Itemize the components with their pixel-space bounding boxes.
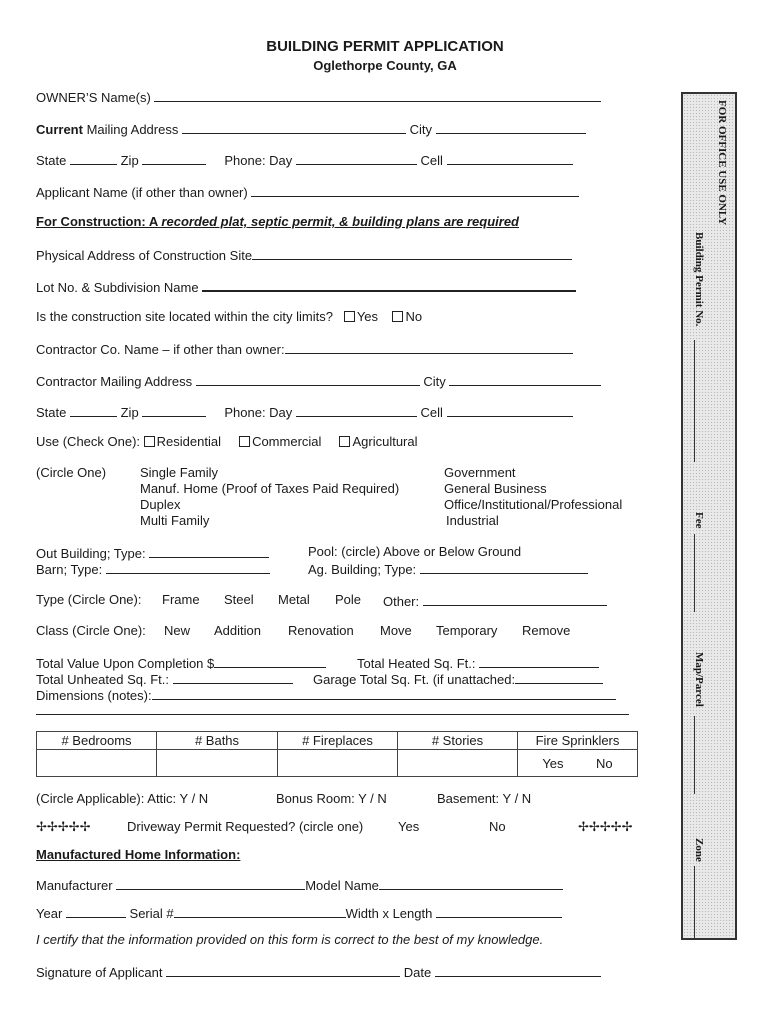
- use-commercial-label: Commercial: [252, 434, 322, 449]
- class-option-temporary[interactable]: Temporary: [436, 623, 498, 638]
- barn-row: [36, 560, 270, 578]
- contractor-name-label: Contractor Co. Name – if other than owner:: [36, 342, 285, 357]
- attic-option[interactable]: (Circle Applicable): Attic: Y / N: [36, 791, 209, 806]
- class-option-new[interactable]: New: [164, 623, 191, 638]
- manufactured-heading: Manufactured Home Information:: [36, 847, 241, 862]
- lot-field[interactable]: [202, 277, 576, 292]
- unheated-field[interactable]: [173, 670, 293, 684]
- fee-label: Fee: [693, 512, 705, 529]
- circle-option-industrial[interactable]: Industrial: [446, 513, 499, 528]
- type-option-other[interactable]: Other:: [383, 594, 420, 609]
- barn-field[interactable]: [106, 560, 270, 574]
- form-subtitle: Oglethorpe County, GA: [313, 58, 457, 73]
- contractor-name-row: [36, 340, 573, 358]
- barn-label: Barn; Type:: [36, 562, 103, 577]
- driveway-deco-right: ✢✢✢✢✢: [578, 819, 633, 834]
- date-label: Date: [403, 965, 432, 980]
- type-other-field[interactable]: [423, 592, 607, 606]
- manufacturer-row: [36, 876, 563, 894]
- site-address-label: Physical Address of Construction Site: [36, 248, 253, 263]
- garage-field[interactable]: [515, 670, 603, 684]
- dimensions-label: Dimensions (notes):: [36, 688, 152, 703]
- type-option-pole[interactable]: Pole: [335, 592, 362, 607]
- circle-option-manuf-home[interactable]: Manuf. Home (Proof of Taxes Paid Required): [140, 481, 400, 496]
- construction-heading-italic: recorded plat, septic permit, & building plans are required: [161, 214, 519, 229]
- pool-label[interactable]: Pool: (circle) Above or Below Ground: [308, 544, 522, 559]
- signature-label: Signature of Applicant: [36, 965, 163, 980]
- model-field[interactable]: [379, 876, 563, 890]
- width-length-field[interactable]: [436, 904, 562, 918]
- out-building-label: Out Building; Type:: [36, 546, 146, 561]
- driveway-label: Driveway Permit Requested? (circle one): [127, 819, 364, 834]
- fireplaces-cell[interactable]: [278, 750, 398, 777]
- bedrooms-cell[interactable]: [37, 750, 157, 777]
- model-label: Model Name: [305, 878, 379, 893]
- contractor-address-row: [36, 372, 601, 390]
- use-residential-checkbox[interactable]: [144, 436, 155, 447]
- fee-field[interactable]: [694, 534, 695, 612]
- city-limits-row: [36, 309, 422, 325]
- bonus-room-option[interactable]: Bonus Room: Y / N: [276, 791, 387, 806]
- heated-field[interactable]: [479, 654, 599, 668]
- applicant-field[interactable]: [251, 183, 579, 197]
- contractor-cell-field[interactable]: [447, 403, 573, 417]
- contractor-name-field[interactable]: [285, 340, 573, 354]
- year-row: [36, 904, 562, 922]
- city-limits-yes-checkbox[interactable]: [344, 311, 355, 322]
- serial-label: Serial #: [129, 906, 174, 921]
- sprinkler-no[interactable]: No: [596, 755, 613, 771]
- sprinkler-yes[interactable]: Yes: [542, 755, 564, 771]
- contractor-address-label: Contractor Mailing Address: [36, 374, 193, 389]
- zip-field[interactable]: [142, 151, 206, 165]
- contractor-state-label: State: [36, 405, 67, 420]
- construction-heading: [36, 214, 519, 230]
- circle-option-duplex[interactable]: Duplex: [140, 497, 181, 512]
- phone-field[interactable]: [296, 151, 417, 165]
- mailing-address-field[interactable]: [182, 120, 406, 134]
- contractor-phone-field[interactable]: [296, 403, 417, 417]
- use-agricultural-label: Agricultural: [352, 434, 418, 449]
- fireplaces-header: # Fireplaces: [278, 732, 398, 750]
- signature-field[interactable]: [166, 963, 400, 977]
- use-commercial-checkbox[interactable]: [239, 436, 250, 447]
- certification-text: I certify that the information provided on this form is correct to the best of my knowledge.: [36, 932, 544, 947]
- contact-row-2: [36, 403, 573, 421]
- stories-header: # Stories: [398, 732, 518, 750]
- baths-header: # Baths: [157, 732, 278, 750]
- circle-one-label: (Circle One): [36, 465, 107, 480]
- contractor-city-label: City: [423, 374, 446, 389]
- contractor-state-field[interactable]: [70, 403, 117, 417]
- total-value-field[interactable]: [214, 654, 326, 668]
- map-parcel-field[interactable]: [694, 716, 695, 794]
- driveway-deco-left: ✢✢✢✢✢: [36, 819, 91, 834]
- mailing-city-label: City: [409, 122, 432, 137]
- contractor-city-field[interactable]: [449, 372, 601, 386]
- lot-label: Lot No. & Subdivision Name: [36, 280, 199, 295]
- state-field[interactable]: [70, 151, 117, 165]
- stories-cell[interactable]: [398, 750, 518, 777]
- contractor-phone-label: Phone: Day: [224, 405, 293, 420]
- applicant-label: Applicant Name (if other than owner): [36, 185, 248, 200]
- type-option-steel[interactable]: Steel: [224, 592, 254, 607]
- circle-option-office[interactable]: Office/Institutional/Professional: [444, 497, 623, 512]
- manufacturer-label: Manufacturer: [36, 878, 113, 893]
- type-other-row: [383, 592, 607, 610]
- contractor-address-field[interactable]: [196, 372, 420, 386]
- unheated-label: Total Unheated Sq. Ft.:: [36, 672, 169, 687]
- permit-number-label: Building Permit No.: [693, 232, 705, 327]
- ag-building-label: Ag. Building; Type:: [308, 562, 417, 577]
- applicant-row: [36, 183, 579, 201]
- date-field[interactable]: [435, 963, 601, 977]
- zone-label: Zone: [693, 838, 705, 862]
- mailing-address-label: Mailing Address: [86, 122, 179, 137]
- city-limits-question: Is the construction site located within the city limits?: [36, 309, 333, 324]
- phone-label: Phone: Day: [224, 153, 293, 168]
- out-building-field[interactable]: [149, 544, 269, 558]
- baths-cell[interactable]: [157, 750, 278, 777]
- construction-heading-text: For Construction: A: [36, 214, 162, 229]
- width-length-label: Width x Length: [345, 906, 433, 921]
- dimensions-field[interactable]: [152, 686, 616, 700]
- heated-label: Total Heated Sq. Ft.:: [357, 656, 476, 671]
- sprinklers-header: Fire Sprinklers: [518, 732, 638, 750]
- office-use-panel: [681, 92, 737, 940]
- bedrooms-header: # Bedrooms: [37, 732, 157, 750]
- lot-row: [36, 277, 576, 296]
- garage-label: Garage Total Sq. Ft. (if unattached:: [313, 672, 516, 687]
- serial-field[interactable]: [174, 904, 346, 918]
- ag-building-row: [308, 560, 588, 578]
- office-use-title: FOR OFFICE USE ONLY: [716, 100, 728, 226]
- mailing-row: [36, 120, 586, 138]
- circle-option-general-business[interactable]: General Business: [444, 481, 547, 496]
- circle-option-government[interactable]: Government: [444, 465, 516, 480]
- contractor-cell-label: Cell: [420, 405, 443, 420]
- year-field[interactable]: [66, 904, 126, 918]
- ag-building-field[interactable]: [420, 560, 588, 574]
- use-label: Use (Check One):: [36, 434, 141, 449]
- city-limits-no-checkbox[interactable]: [392, 311, 403, 322]
- mailing-city-field[interactable]: [436, 120, 586, 134]
- driveway-yes[interactable]: Yes: [398, 819, 420, 834]
- class-option-move[interactable]: Move: [380, 623, 412, 638]
- contact-row-1: [36, 151, 573, 169]
- state-label: State: [36, 153, 67, 168]
- contractor-zip-field[interactable]: [142, 403, 206, 417]
- circle-option-multi-family[interactable]: Multi Family: [140, 513, 210, 528]
- map-parcel-label: Map/Parcel: [693, 652, 705, 707]
- driveway-no[interactable]: No: [489, 819, 506, 834]
- cell-field[interactable]: [447, 151, 573, 165]
- type-option-frame[interactable]: Frame: [162, 592, 200, 607]
- total-value-label: Total Value Upon Completion $: [36, 656, 215, 671]
- rooms-table: [36, 731, 638, 777]
- contractor-zip-label: Zip: [120, 405, 139, 420]
- owner-names-row: [36, 88, 601, 106]
- signature-row: [36, 963, 601, 981]
- use-agricultural-checkbox[interactable]: [339, 436, 350, 447]
- city-limits-yes-label: Yes: [356, 309, 379, 324]
- class-option-addition[interactable]: Addition: [214, 623, 261, 638]
- current-label: Current: [36, 122, 83, 137]
- zone-field[interactable]: [694, 866, 695, 938]
- year-label: Year: [36, 906, 63, 921]
- form-title: BUILDING PERMIT APPLICATION: [266, 38, 504, 55]
- class-option-remove[interactable]: Remove: [522, 623, 571, 638]
- zip-label: Zip: [120, 153, 139, 168]
- class-label: Class (Circle One):: [36, 623, 146, 638]
- dimensions-extra-line[interactable]: [36, 702, 629, 715]
- circle-option-single-family[interactable]: Single Family: [140, 465, 219, 480]
- class-option-renovation[interactable]: Renovation: [288, 623, 354, 638]
- basement-option[interactable]: Basement: Y / N: [437, 791, 532, 806]
- site-address-row: [36, 246, 572, 264]
- owner-names-field[interactable]: [154, 88, 601, 102]
- use-residential-label: Residential: [156, 434, 221, 449]
- city-limits-no-label: No: [405, 309, 423, 324]
- permit-number-field[interactable]: [694, 340, 695, 462]
- type-option-metal[interactable]: Metal: [278, 592, 310, 607]
- site-address-field[interactable]: [252, 246, 572, 260]
- type-label: Type (Circle One):: [36, 592, 142, 607]
- use-row: [36, 434, 418, 450]
- owner-names-label: OWNER’S Name(s): [36, 90, 151, 105]
- manufacturer-field[interactable]: [116, 876, 305, 890]
- cell-label: Cell: [420, 153, 443, 168]
- sprinklers-cell: [518, 750, 638, 777]
